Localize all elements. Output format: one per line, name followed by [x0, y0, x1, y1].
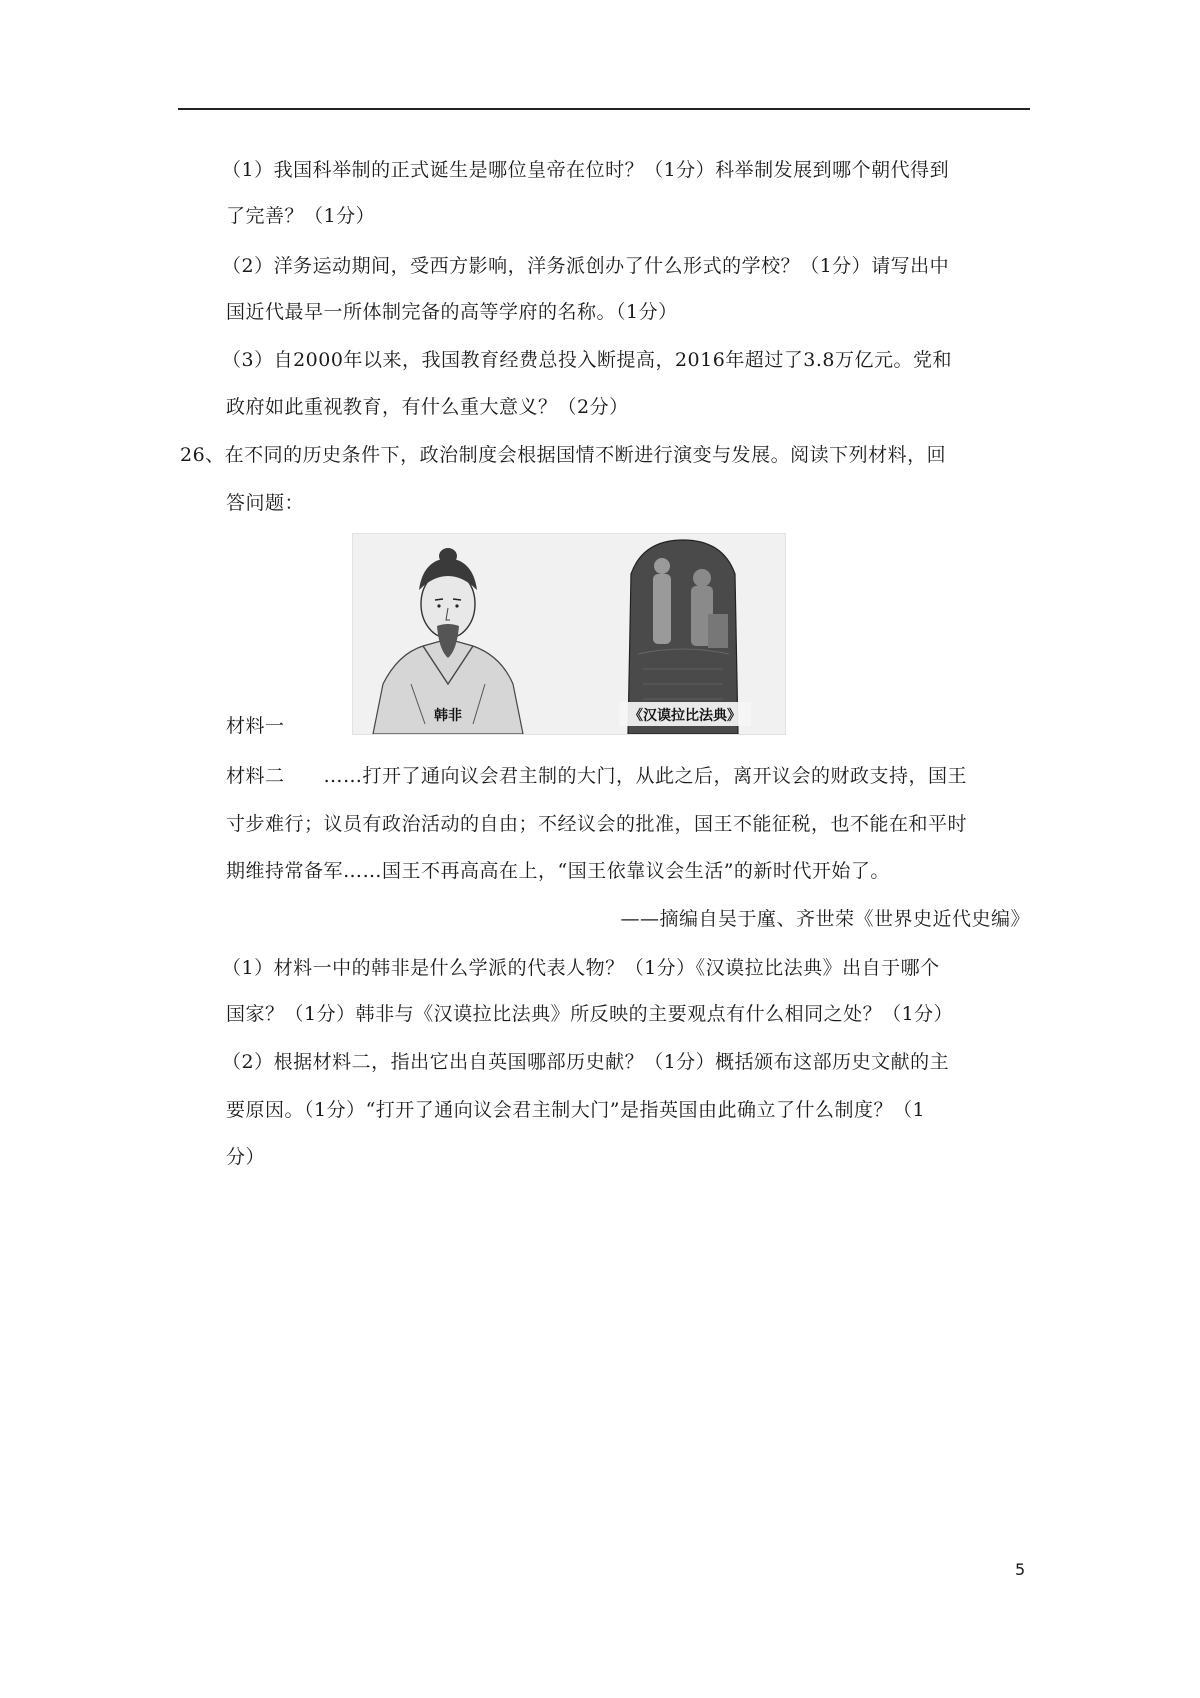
material2-line1: 材料二 ……打开了通向议会君主制的大门，从此之后，离开议会的财政支持，国王 [226, 765, 968, 787]
han-fei-caption: 韩非 [434, 708, 462, 724]
q25-part2-line1: （2）洋务运动期间，受西方影响，洋务派创办了什么形式的学校？（1分）请写出中 [222, 255, 950, 277]
q26-sub1-line1: （1）材料一中的韩非是什么学派的代表人物？（1分）《汉谟拉比法典》出自于哪个 [222, 957, 940, 979]
q25-part2-line2: 国近代最早一所体制完备的高等学府的名称。（1分） [226, 301, 678, 323]
material2-line2: 寸步难行；议员有政治活动的自由；不经议会的批准，国王不能征税，也不能在和平时 [226, 813, 968, 835]
hammurabi-caption: 《汉谟拉比法典》 [629, 708, 741, 724]
material1-label: 材料一 [226, 715, 285, 737]
q26-stem-line2: 答问题： [226, 492, 305, 514]
material2-source: ——摘编自吴于廑、齐世荣《世界史近代史编》 [620, 908, 1030, 930]
han-fei-portrait [373, 548, 523, 734]
q26-sub2-line1: （2）根据材料二，指出它出自英国哪部历史献？（1分）概括颁布这部历史文献的主 [222, 1051, 950, 1073]
page-number: 5 [1015, 1560, 1026, 1579]
material2-line3: 期维持常备军……国王不再高高在上，“国王依靠议会生活”的新时代开始了。 [226, 860, 890, 882]
q25-part1-line2: 了完善？（1分） [226, 205, 376, 227]
q25-part1-line1: （1）我国科举制的正式诞生是哪位皇帝在位时？（1分）科举制发展到哪个朝代得到 [222, 159, 950, 181]
q26-sub2-line2: 要原因。（1分）“打开了通向议会君主制大门”是指英国由此确立了什么制度？（1 [226, 1099, 926, 1121]
q26-sub2-line3: 分） [226, 1146, 266, 1168]
q25-part3-line1: （3）自2000年以来，我国教育经费总投入断提高，2016年超过了3.8万亿元。党和 [222, 349, 953, 371]
q25-part3-line2: 政府如此重视教育，有什么重大意义？（2分） [226, 396, 629, 418]
q26-stem-line1: 26、在不同的历史条件下，政治制度会根据国情不断进行演变与发展。阅读下列材料，回 [180, 444, 947, 466]
header-rule [178, 108, 1030, 110]
material1-figure [352, 533, 786, 735]
q26-sub1-line2: 国家？（1分）韩非与《汉谟拉比法典》所反映的主要观点有什么相同之处？（1分） [226, 1003, 954, 1025]
